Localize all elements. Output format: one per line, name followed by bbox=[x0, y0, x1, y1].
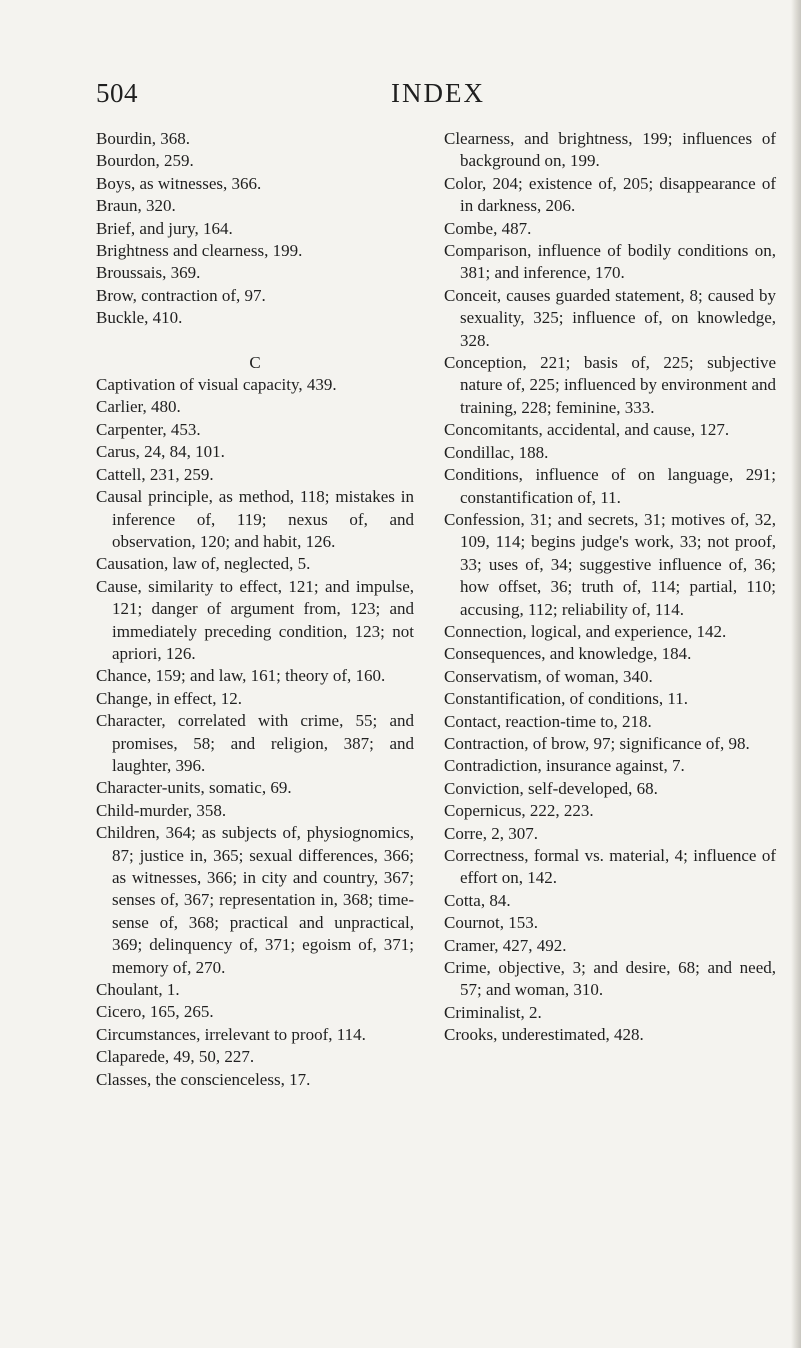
index-entry: Copernicus, 222, 223. bbox=[444, 801, 594, 821]
index-entry: Cournot, 153. bbox=[444, 913, 538, 933]
index-entry: Carlier, 480. bbox=[96, 397, 181, 417]
running-title: INDEX bbox=[391, 78, 485, 108]
index-entry: Broussais, 369. bbox=[96, 263, 201, 283]
page-number: 504 bbox=[96, 78, 138, 108]
index-entry: Correctness, formal vs. material, 4; influence of effort on, 142. bbox=[444, 846, 776, 888]
index-entry: Clearness, and brightness, 199; influences of background on, 199. bbox=[444, 129, 776, 171]
index-entry: Crooks, underestimated, 428. bbox=[444, 1025, 644, 1045]
left-entries-c bbox=[96, 374, 414, 1091]
left-entries-b bbox=[96, 128, 414, 330]
index-entry: Cramer, 427, 492. bbox=[444, 935, 567, 955]
index-entry: Conviction, self-developed, 68. bbox=[444, 778, 658, 798]
index-entry: Comparison, influence of bodily conditions on, 381; and inference, 170. bbox=[444, 241, 776, 283]
index-entry: Brightness and clearness, 199. bbox=[96, 241, 303, 261]
index-entry: Carus, 24, 84, 101. bbox=[96, 442, 225, 462]
index-entry: Children, 364; as subjects of, physiognomics, 87; justice in, 365; sexual differences, 366; as witnesses, 366; in city and country, 367; senses of, 367; representation in, 368; time-sense of, 368; practical and unpractical, 369; delinquency of, 371; egoism of, 371; memory of, 270. bbox=[96, 823, 414, 977]
index-entry: Contact, reaction-time to, 218. bbox=[444, 711, 652, 731]
index-entry: Crime, objective, 3; and desire, 68; and need, 57; and woman, 310. bbox=[444, 958, 776, 1000]
index-entry: Corre, 2, 307. bbox=[444, 823, 538, 843]
index-columns bbox=[96, 128, 776, 1091]
index-entry: Condillac, 188. bbox=[444, 442, 549, 462]
index-entry: Connection, logical, and experience, 142. bbox=[444, 621, 727, 641]
right-column bbox=[444, 128, 776, 1091]
index-entry: Boys, as witnesses, 366. bbox=[96, 173, 262, 193]
index-entry: Color, 204; existence of, 205; disappearance of in darkness, 206. bbox=[444, 173, 776, 216]
index-entry: Change, in effect, 12. bbox=[96, 688, 243, 708]
right-entries bbox=[444, 128, 776, 1047]
index-entry: Cicero, 165, 265. bbox=[96, 1002, 214, 1022]
index-entry: Constantification, of conditions, 11. bbox=[444, 689, 688, 709]
index-entry: Buckle, 410. bbox=[96, 308, 183, 328]
index-entry: Carpenter, 453. bbox=[96, 419, 201, 439]
index-entry: Contraction, of brow, 97; significance of, 98. bbox=[444, 733, 750, 753]
index-entry: Consequences, and knowledge, 184. bbox=[444, 644, 692, 664]
index-entry: Contradiction, insurance against, 7. bbox=[444, 756, 685, 776]
index-entry: Combe, 487. bbox=[444, 218, 532, 238]
index-entry: Concomitants, accidental, and cause, 127. bbox=[444, 420, 730, 440]
index-entry: Confession, 31; and secrets, 31; motives of, 32, 109, 114; begins judge's work, 33; not proof, 33; uses of, 34; suggestive influence of, 36; how offset, 36; truth of, 114; partial, 110; accusing, 112; reliability of, 114. bbox=[444, 509, 776, 619]
index-entry: Captivation of visual capacity, 439. bbox=[96, 375, 337, 395]
index-entry: Cause, similarity to effect, 121; and impulse, 121; danger of argument from, 123; and immediately preceding condition, 123; not apriori, 126. bbox=[96, 576, 414, 663]
index-entry: Criminalist, 2. bbox=[444, 1002, 542, 1022]
index-entry: Character, correlated with crime, 55; and promises, 58; and religion, 387; and laughter, 396. bbox=[96, 711, 414, 775]
index-entry: Cattell, 231, 259. bbox=[96, 464, 214, 484]
left-column bbox=[96, 128, 414, 1091]
index-entry: Conception, 221; basis of, 225; subjective nature of, 225; influenced by environment and training, 228; feminine, 333. bbox=[444, 353, 776, 417]
index-entry: Brief, and jury, 164. bbox=[96, 218, 233, 238]
page-edge-shadow bbox=[791, 0, 801, 1348]
index-entry: Bourdon, 259. bbox=[96, 151, 194, 171]
index-entry: Circumstances, irrelevant to proof, 114. bbox=[96, 1024, 366, 1044]
index-entry: Chance, 159; and law, 161; theory of, 160. bbox=[96, 666, 386, 686]
index-entry: Causal principle, as method, 118; mistakes in inference of, 119; nexus of, and observation, 120; and habit, 126. bbox=[96, 487, 414, 551]
index-entry: Child-murder, 358. bbox=[96, 800, 227, 820]
section-letter-c: C bbox=[249, 352, 261, 372]
index-entry: Character-units, somatic, 69. bbox=[96, 778, 292, 798]
index-entry: Bourdin, 368. bbox=[96, 129, 190, 148]
index-entry: Cotta, 84. bbox=[444, 890, 511, 910]
index-entry: Claparede, 49, 50, 227. bbox=[96, 1047, 255, 1067]
index-entry: Brow, contraction of, 97. bbox=[96, 285, 266, 305]
index-entry: Choulant, 1. bbox=[96, 980, 180, 1000]
index-entry: Braun, 320. bbox=[96, 196, 176, 216]
index-entry: Conservatism, of woman, 340. bbox=[444, 666, 653, 686]
index-entry: Conceit, causes guarded statement, 8; caused by sexuality, 325; influence of, on knowledge, 328. bbox=[444, 285, 776, 350]
index-entry: Causation, law of, neglected, 5. bbox=[96, 554, 311, 574]
index-entry: Conditions, influence of on language, 291; constantification of, 11. bbox=[444, 465, 776, 507]
page-header bbox=[96, 78, 741, 118]
index-entry: Classes, the conscienceless, 17. bbox=[96, 1069, 311, 1089]
